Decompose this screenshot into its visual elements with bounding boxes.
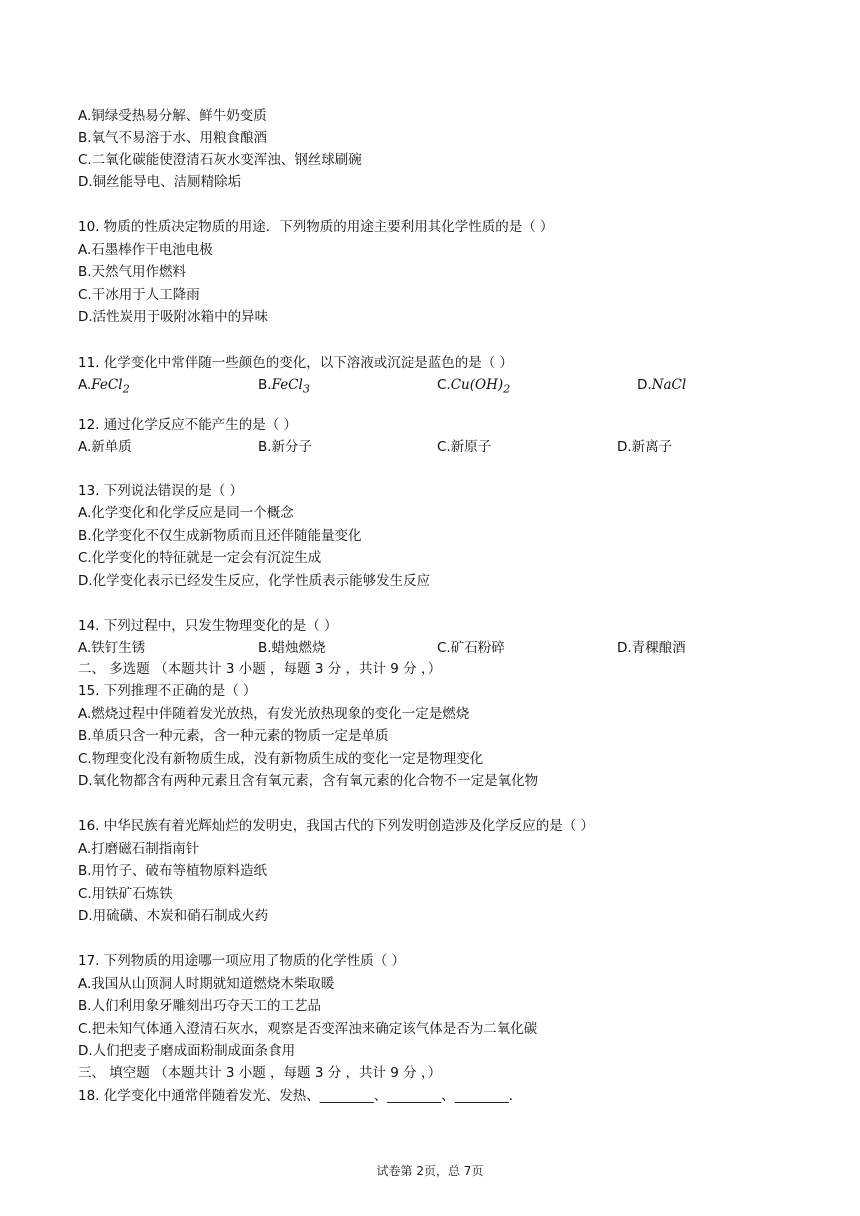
q13-option-a: A.化学变化和化学反应是同一个概念 [78,505,294,521]
q12-options [78,437,778,457]
q14-options [78,638,778,658]
q10-option-b: B.天然气用作燃料 [78,264,187,280]
q9-option-c: C.二氧化碳能使澄清石灰水变浑浊、钢丝球刷碗 [78,152,362,168]
q11-option-b: B.FeCl$_3$ [258,377,310,396]
q16-option-b: B.用竹子、破布等植物原料造纸 [78,863,268,879]
q12-option-d: D.新离子 [617,439,673,455]
q9-option-a: A.铜绿受热易分解、鲜牛奶变质 [78,108,267,124]
q12-option-a: A.新单质 [78,439,132,455]
q17-stem: 17. 下列物质的用途哪一项应用了物质的化学性质（ ） [78,953,406,969]
q11-stem: 11. 化学变化中常伴随一些颜色的变化，以下溶液或沉淀是蓝色的是（ ） [78,355,514,371]
q12-option-b: B.新分子 [258,439,313,455]
q9-option-b: B.氧气不易溶于水、用粮食酿酒 [78,130,268,146]
q16-option-a: A.打磨磁石制指南针 [78,841,200,857]
q14-stem: 14. 下列过程中，只发生物理变化的是（ ） [78,618,338,634]
q14-option-d: D.青稞酿酒 [617,640,686,656]
q9-option-d: D.铜丝能导电、洁厕精除垢 [78,174,242,190]
q13-option-d: D.化学变化表示已经发生反应，化学性质表示能够发生反应 [78,573,431,589]
q10-option-d: D.活性炭用于吸附冰箱中的异味 [78,309,269,325]
section-heading-fill-in: 三、 填空题 （本题共计 3 小题 ，每题 3 分 ，共计 9 分 ，） [78,1065,442,1081]
q11-option-d: D.NaCl [637,377,687,393]
q17-option-d: D.人们把麦子磨成面粉制成面条食用 [78,1043,296,1059]
q13-option-c: C.化学变化的特征就是一定会有沉淀生成 [78,550,322,566]
q15-option-d: D.氧化物都含有两种元素且含有氧元素，含有氧元素的化合物不一定是氧化物 [78,773,539,789]
q15-option-b: B.单质只含一种元素，含一种元素的物质一定是单质 [78,728,389,744]
q10-stem: 10. 物质的性质决定物质的用途．下列物质的用途主要利用其化学性质的是（ ） [78,219,554,235]
q17-option-c: C.把未知气体通入澄清石灰水，观察是否变浑浊来确定该气体是否为二氧化碳 [78,1021,538,1037]
q18-stem: 18. 化学变化中通常伴随着发光、发热、________、________、________. [78,1088,514,1104]
q12-stem: 12. 通过化学反应不能产生的是（ ） [78,417,298,433]
q11-option-c: $C.Cu(OH)_2$ [437,377,511,396]
q12-option-c: C.新原子 [437,439,492,455]
q14-option-a: A.铁钉生锈 [78,640,146,656]
q13-stem: 13. 下列说法错误的是（ ） [78,483,244,499]
q10-option-a: A.石墨棒作干电池电极 [78,242,213,258]
q16-option-d: D.用硫磺、木炭和硝石制成火药 [78,908,269,924]
q14-option-b: B.蜡烛燃烧 [258,640,326,656]
q11-option-a: A.FeCl$_2$ [78,377,130,396]
q14-option-c: C.矿石粉碎 [437,640,505,656]
q15-option-a: A.燃烧过程中伴随着发光放热，有发光放热现象的变化一定是燃烧 [78,706,470,722]
q15-stem: 15. 下列推理不正确的是（ ） [78,683,257,699]
page-footer: 试卷第 2页，总 7页 [376,1164,484,1178]
q17-option-b: B.人们利用象牙雕刻出巧夺天工的工艺品 [78,998,322,1014]
q11-options [78,375,778,395]
q10-option-c: C.干冰用于人工降雨 [78,287,200,303]
q15-option-c: C.物理变化没有新物质生成，没有新物质生成的变化一定是物理变化 [78,751,484,767]
q16-option-c: C.用铁矿石炼铁 [78,886,173,902]
q16-stem: 16. 中华民族有着光辉灿烂的发明史，我国古代的下列发明创造涉及化学反应的是（ ） [78,818,595,834]
q17-option-a: A.我国从山顶洞人时期就知道燃烧木柴取暖 [78,976,335,992]
section-heading-multiple-choice: 二、 多选题 （本题共计 3 小题 ，每题 3 分 ，共计 9 分 ，） [78,661,442,677]
q13-option-b: B.化学变化不仅生成新物质而且还伴随能量变化 [78,528,362,544]
